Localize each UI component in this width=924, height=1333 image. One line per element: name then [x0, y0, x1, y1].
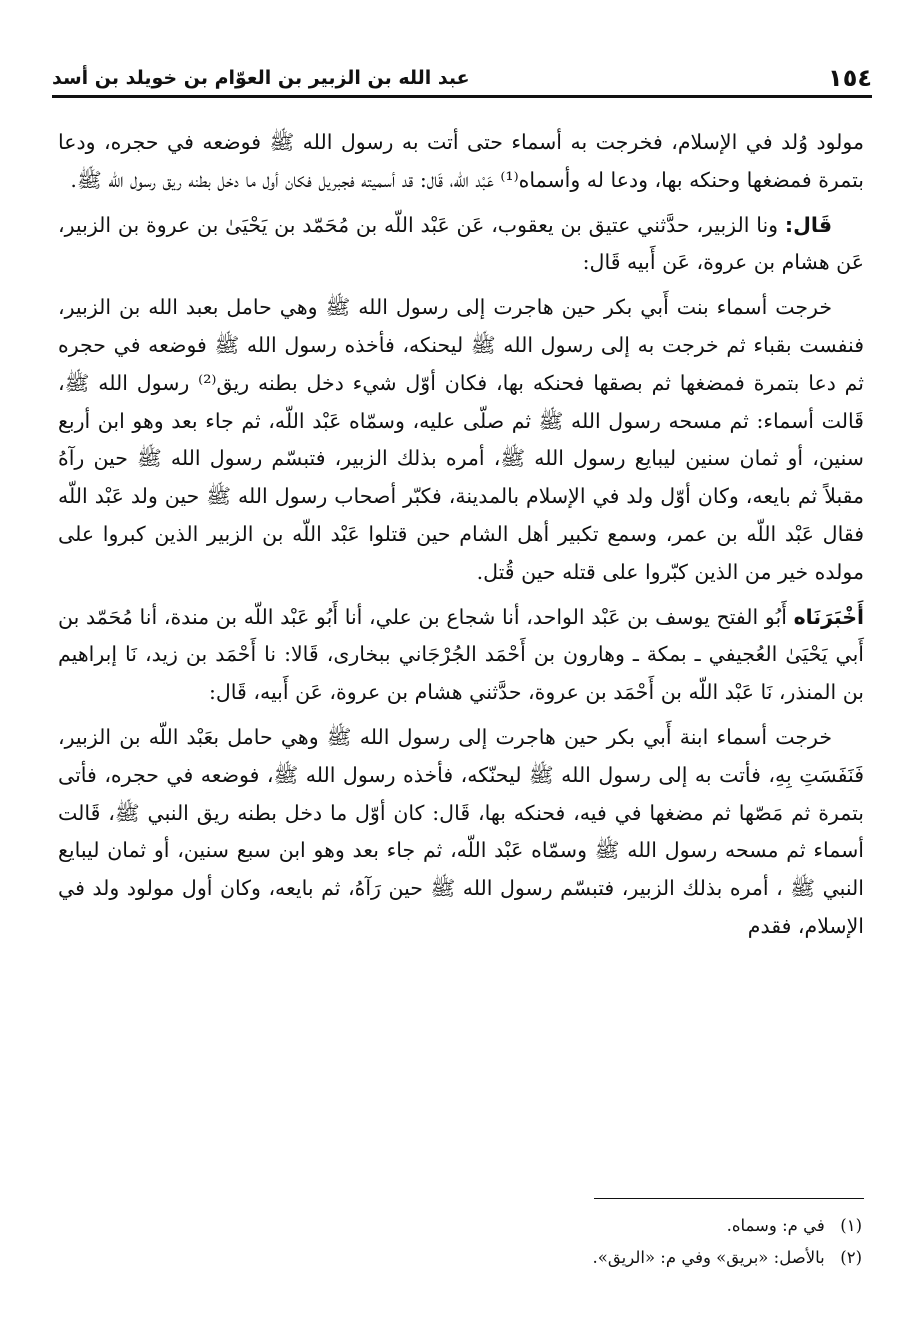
paragraph-5: [58, 719, 864, 946]
paragraph-text: خرجت أسماء بنت أَبي بكر حين هاجرت إلى رسول الله ﷺ وهي حامل بعبد الله بن الزبير، فنفست بقباء ثم خرجت به إلى رسول الله ﷺ ليحنكه، فأخذه رسول الله ﷺ فوضعه في حجره ثم دعا بتمرة فمضغها ثم بصقها فحنكه بها، فكان أوّل شيء دخل بطنه ريق⁽²⁾ رسول الله ﷺ، قَالت أسماء: ثم مسحه رسول الله ﷺ ثم صلّى عليه، وسمّاه عَبْد اللّه، ثم جاء بعد وهو ابن أربع سنين، أو ثمان سنين ليبايع رسول الله ﷺ، أمره بذلك الزبير، فتبسّم رسول الله ﷺ حين رآهُ مقبلاً ثم بايعه، وكان أوّل ولد في الإسلام بالمدينة، فكبّر أصحاب رسول الله ﷺ حين ولد عَبْد اللّه فقال عَبْد اللّه بن عمر، وسمع تكبير أهل الشام حين قتلوا عَبْد اللّه بن الزبير الذين كبروا على مولده خير من الذين كبّروا على قتله حين قُتل.: [58, 295, 865, 584]
footnote-text: في م: وسماه.: [726, 1216, 825, 1235]
main-text: [58, 124, 864, 953]
running-header: [52, 58, 872, 92]
paragraph-4: [58, 599, 864, 712]
running-title: عبد الله بن الزبير بن العوّام بن خويلد بن أسد: [52, 67, 470, 89]
paragraph-text: أَبُو الفتح يوسف بن عَبْد الواحد، أنا شجاع بن علي، أنا أَبُو عَبْد اللّه بن مندة، أنا مُحَمّد بن أَبي يَحْيَىٰ العُجيفي ـ بمكة ـ وهارون بن أَحْمَد الجُرْجَاني ببخارى، قَالا: نا أَحْمَد بن زيد، نَا إبراهيم بن المنذر، نَا عَبْد اللّه بن أَحْمَد بن عروة، حدَّثني هشام بن عروة، عَن أَبيه، قَال:: [58, 604, 864, 705]
paragraph-text: مولود وُلد في الإسلام، فخرجت به أسماء حتى أتت به رسول الله ﷺ فوضعه في حجره، ودعا بتمرة فمضغها وحنكه بها، ودعا له وأسماه⁽¹⁾ عَبْد اللّه، قَال: قد أسميته فجبريل فكان أول ما دخل بطنه ريق رسول الله ﷺ.: [58, 130, 864, 192]
paragraph-lead: أَخْبَرَنَاه: [793, 604, 864, 629]
paragraph-3: [58, 289, 864, 591]
footnotes: [300, 1210, 862, 1274]
footnote-1: [300, 1210, 862, 1242]
paragraph-1: [58, 124, 864, 200]
footnote-number: (٢): [840, 1248, 862, 1267]
page-number: ١٥٤: [828, 64, 872, 92]
footnote-rule: [594, 1198, 864, 1199]
paragraph-text: ونا الزبير، حدَّثني عتيق بن يعقوب، عَن عَبْد اللّه بن مُحَمّد بن يَحْيَىٰ بن عروة بن الزبير، عَن هشام بن عروة، عَن أَبيه قَال:: [58, 212, 864, 275]
footnote-text: بالأصل: «بريق» وفي م: «الريق».: [592, 1248, 825, 1267]
paragraph-2: [58, 207, 864, 283]
paragraph-text: خرجت أسماء ابنة أَبي بكر حين هاجرت إلى رسول الله ﷺ وهي حامل بعَبْد اللّه بن الزبير، فَنَفَسَتِ بِهِ، فأتت به إلى رسول الله ﷺ ليحنّكه، فأخذه رسول الله ﷺ، فوضعه في حجره، فأتى بتمرة ثم مَصّها ثم مضغها في فيه، فحنكه بها، قَال: كان أوّل ما دخل بطنه ريق النبي ﷺ، قَالت أسماء ثم مسحه رسول الله ﷺ وسمّاه عَبْد اللّه، ثم جاء بعد وهو ابن سبع سنين، أو ثمان ليبايع النبي ﷺ ، أمره بذلك الزبير، فتبسّم رسول الله ﷺ حين رَآهُ، ثم بايعه، وكان أول مولود ولد في الإسلام، فقدم: [58, 724, 864, 938]
footnote-2: [300, 1242, 862, 1274]
paragraph-lead: قَال:: [784, 212, 832, 237]
footnote-number: (١): [840, 1216, 862, 1235]
header-rule: [52, 95, 872, 98]
